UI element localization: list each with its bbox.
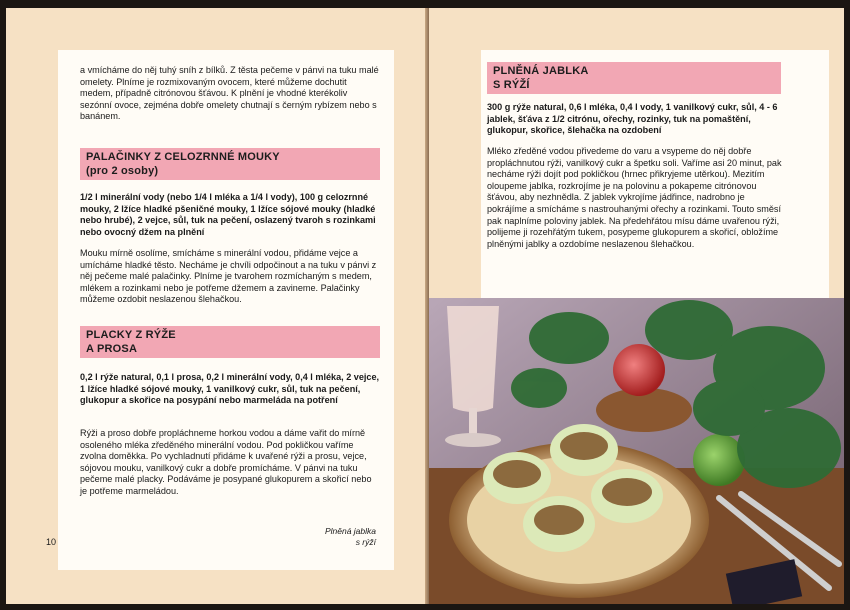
green-apple: [693, 434, 745, 486]
palacinky-ingredients: 1/2 l minerální vody (nebo 1/4 l mléka a 1/4 l vody), 100 g celozrnné mouky, 2 lžíce hladké pšeničné mouky, 1 lžíce sójové mouky (hladké nebo hrubé), 2 vejce, sůl, tuk na pečení, oslazený tvaroh s rozinkami nebo ovocný džem na plnění: [80, 192, 376, 237]
recipe-heading-plnena-jablka: [487, 62, 781, 94]
caption-line2: s rýží: [355, 537, 376, 547]
food-photo: [429, 298, 844, 604]
glass-foot: [445, 433, 501, 447]
recipe-heading-line1: PLACKY Z RÝŽE: [86, 329, 176, 341]
photo-caption: [296, 526, 376, 548]
intro-paragraph: a vmícháme do něj tuhý sníh z bílků. Z těsta pečeme v pánvi na tuku malé omelety. Plníme je rozmixovaným ovocem, které můžeme dochutit medem, případně citrónovou šťávou. K plnění je vhodné kterékoliv sezónní ovoce, zejména dobře omelety chutnají s černým rybízem nebo s banánem.: [80, 65, 379, 122]
left-page: [6, 8, 427, 604]
recipe-heading-placky: [80, 326, 380, 358]
right-page: [429, 8, 844, 604]
recipe-heading-line2: (pro 2 osoby): [86, 165, 159, 177]
recipe-heading-line2: A PROSA: [86, 343, 138, 355]
page-number: 10: [46, 537, 57, 547]
glass: [447, 306, 499, 412]
recipe-heading-line2: S RÝŽÍ: [493, 79, 530, 91]
red-apple: [613, 344, 665, 396]
recipe-heading-palacinky: [80, 148, 380, 180]
recipe-heading-line1: PLNĚNÁ JABLKA: [493, 65, 589, 77]
placky-ingredients: 0,2 l rýže natural, 0,1 l prosa, 0,2 l minerální vody, 0,4 l mléka, 2 vejce, 1 lžíce hladké sójové mouky, 1 vanilkový cukr, sůl, tuk na pečení, glukopur a skořice na posypání nebo marmeláda na potření: [80, 372, 380, 406]
recipe-heading-line1: PALAČINKY Z CELOZRNNÉ MOUKY: [86, 151, 280, 163]
jablka-ingredients: 300 g rýže natural, 0,6 l mléka, 0,4 l vody, 1 vanilkový cukr, sůl, 4 - 6 jablek, šťáva z 1/2 citrónu, ořechy, rozinky, tuk na pomaštění, glukopur, skořice, šlehačka na ozdobení: [487, 102, 778, 136]
placky-method: Rýži a proso dobře propláchneme horkou vodou a dáme vařit do mírně osoleného mléka zředěného minerální vodou. Pod pokličkou vaříme zvolna doměkka. Po vychladnutí přidáme k uvařené rýži a prosu, vejce, sójovou mouku, vanilkový cukr a dobře promícháme. V pánvi na tuku pečeme malé placky. Podáváme je posypané glukopurem a skořicí nebo je potřeme marmeládou.: [80, 428, 372, 496]
caption-line1: Plněná jablka: [324, 526, 376, 536]
book-spread: [6, 8, 844, 604]
jablka-method: Mléko zředěné vodou přivedeme do varu a vsypeme do něj dobře propláchnutou rýži, vanilkový cukr a špetku soli. Vaříme asi 20 minut, pak necháme rýži dojít pod pokličkou (hrnec přikryjeme utěrkou). Mezitím oloupeme jablka, rozkrojíme je na polovinu a pokapeme citrónovou šťávou, aby nezhnědla. Z jablek vykrojíme jádřince, nadrobno je pokrájíme a smícháme s nastrouhanými ořechy a rozinkami. Touto směsí pak naplníme poloviny jablek. Na předehřátou mísu dáme uvařenou rýži, polijeme ji rozehřátým tukem, posypeme glukopurem a skořicí, obložíme plněnými jablky a ozdobíme neslazenou šlehačkou.: [487, 146, 782, 249]
palacinky-method: Mouku mírně osolíme, smícháme s minerální vodou, přidáme vejce a umícháme hladké těsto. Necháme je chvíli odpočinout a na tuku v pánvi z něj pečeme malé palačinky. Plníme je tvarohem rozmíchaným s medem, mlékem a rozinkami nebo je potřeme džemem a zavineme. Palačinky můžeme ozdobit neslazenou šlehačkou.: [80, 248, 377, 305]
